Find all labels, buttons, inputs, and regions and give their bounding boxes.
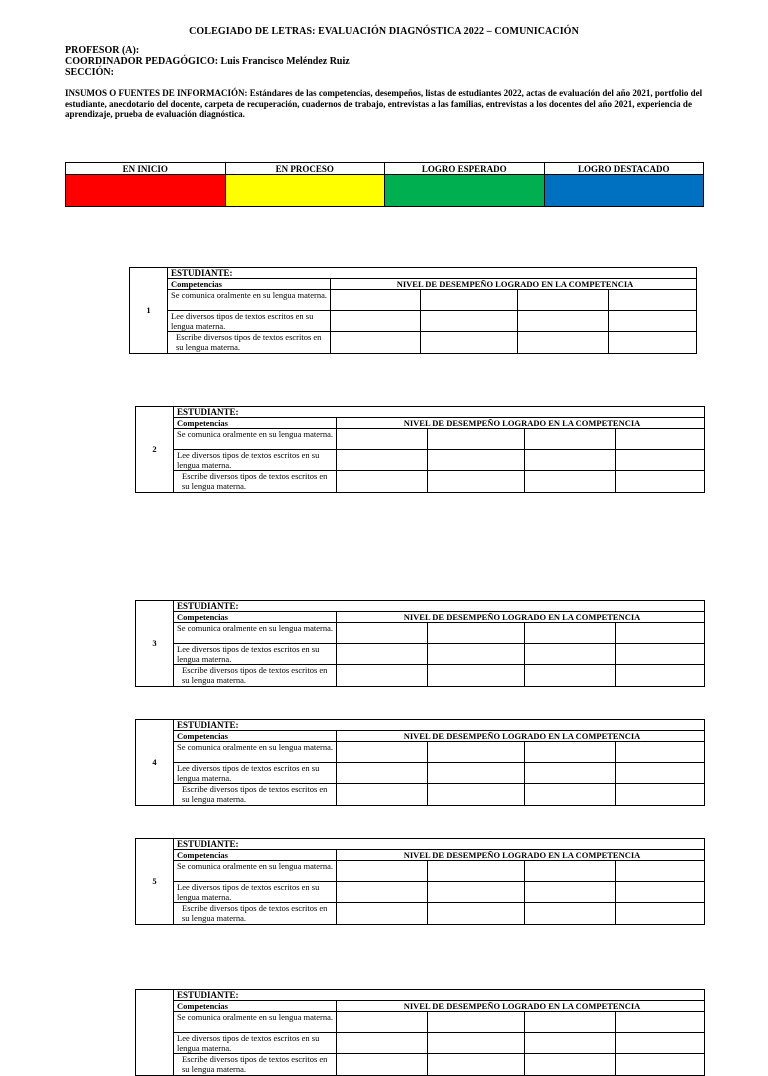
competencia-lectura: Lee diversos tipos de textos escritos en su lengua materna.	[174, 450, 337, 471]
nivel-cell[interactable]	[525, 742, 616, 763]
nivel-cell[interactable]	[428, 450, 525, 471]
student-number: 4	[136, 720, 174, 806]
seccion-label: SECCIÓN:	[65, 67, 114, 78]
nivel-header: NIVEL DE DESEMPEÑO LOGRADO EN LA COMPETENCIA	[337, 731, 705, 742]
nivel-cell[interactable]	[337, 882, 428, 903]
nivel-cell[interactable]	[337, 784, 428, 806]
legend-label-esperado: LOGRO ESPERADO	[385, 163, 545, 175]
student-name-field[interactable]: ESTUDIANTE:	[168, 268, 697, 279]
nivel-cell[interactable]	[616, 861, 705, 882]
nivel-cell[interactable]	[609, 311, 697, 332]
nivel-cell[interactable]	[428, 644, 525, 665]
competencia-oral: Se comunica oralmente en su lengua materna.	[174, 861, 337, 882]
competencias-header: Competencias	[174, 731, 337, 742]
nivel-cell[interactable]	[616, 429, 705, 450]
nivel-cell[interactable]	[337, 1033, 428, 1054]
nivel-header: NIVEL DE DESEMPEÑO LOGRADO EN LA COMPETENCIA	[337, 850, 705, 861]
nivel-cell[interactable]	[337, 644, 428, 665]
legend-table	[65, 162, 704, 207]
competencia-lectura: Lee diversos tipos de textos escritos en su lengua materna.	[174, 644, 337, 665]
nivel-header: NIVEL DE DESEMPEÑO LOGRADO EN LA COMPETENCIA	[337, 1001, 705, 1012]
competencias-header: Competencias	[174, 850, 337, 861]
competencia-oral: Se comunica oralmente en su lengua materna.	[174, 623, 337, 644]
student-number	[136, 990, 174, 1076]
nivel-cell[interactable]	[525, 1033, 616, 1054]
nivel-cell[interactable]	[525, 450, 616, 471]
competencia-escritura: Escribe diversos tipos de textos escritos en su lengua materna.	[174, 1054, 337, 1076]
nivel-cell[interactable]	[518, 311, 609, 332]
nivel-cell[interactable]	[518, 332, 609, 354]
nivel-cell[interactable]	[428, 429, 525, 450]
nivel-cell[interactable]	[337, 1012, 428, 1033]
nivel-cell[interactable]	[337, 471, 428, 493]
nivel-cell[interactable]	[616, 784, 705, 806]
legend-label-proceso: EN PROCESO	[225, 163, 385, 175]
nivel-cell[interactable]	[525, 861, 616, 882]
student-block-3	[135, 600, 705, 687]
competencia-lectura: Lee diversos tipos de textos escritos en su lengua materna.	[174, 763, 337, 784]
legend-label-destacado: LOGRO DESTACADO	[544, 163, 704, 175]
student-name-field[interactable]: ESTUDIANTE:	[174, 601, 705, 612]
student-block-1	[129, 267, 697, 354]
competencias-header: Competencias	[174, 1001, 337, 1012]
nivel-cell[interactable]	[337, 1054, 428, 1076]
nivel-cell[interactable]	[428, 784, 525, 806]
student-block-5	[135, 838, 705, 925]
nivel-cell[interactable]	[428, 665, 525, 687]
nivel-cell[interactable]	[525, 1012, 616, 1033]
nivel-cell[interactable]	[337, 450, 428, 471]
nivel-cell[interactable]	[616, 903, 705, 925]
nivel-cell[interactable]	[616, 450, 705, 471]
nivel-cell[interactable]	[337, 903, 428, 925]
nivel-cell[interactable]	[337, 763, 428, 784]
nivel-cell[interactable]	[421, 311, 518, 332]
nivel-cell[interactable]	[616, 882, 705, 903]
student-name-field[interactable]: ESTUDIANTE:	[174, 990, 705, 1001]
coordinador-label: COORDINADOR PEDAGÓGICO: Luis Francisco Meléndez Ruiz	[65, 56, 350, 67]
nivel-cell[interactable]	[609, 332, 697, 354]
student-number: 1	[130, 268, 168, 354]
nivel-cell[interactable]	[525, 903, 616, 925]
nivel-cell[interactable]	[428, 763, 525, 784]
legend-swatch-proceso	[225, 175, 385, 207]
nivel-cell[interactable]	[337, 861, 428, 882]
nivel-cell[interactable]	[609, 290, 697, 311]
nivel-cell[interactable]	[616, 644, 705, 665]
competencias-header: Competencias	[174, 418, 337, 429]
nivel-cell[interactable]	[525, 665, 616, 687]
student-name-field[interactable]: ESTUDIANTE:	[174, 839, 705, 850]
nivel-cell[interactable]	[525, 882, 616, 903]
nivel-header: NIVEL DE DESEMPEÑO LOGRADO EN LA COMPETENCIA	[337, 612, 705, 623]
nivel-cell[interactable]	[525, 1054, 616, 1076]
nivel-cell[interactable]	[616, 1012, 705, 1033]
nivel-header: NIVEL DE DESEMPEÑO LOGRADO EN LA COMPETENCIA	[331, 279, 697, 290]
competencia-oral: Se comunica oralmente en su lengua materna.	[174, 742, 337, 763]
nivel-header: NIVEL DE DESEMPEÑO LOGRADO EN LA COMPETENCIA	[337, 418, 705, 429]
competencia-escritura: Escribe diversos tipos de textos escritos en su lengua materna.	[174, 471, 337, 493]
nivel-cell[interactable]	[331, 332, 421, 354]
page-title: COLEGIADO DE LETRAS: EVALUACIÓN DIAGNÓSTICA 2022 – COMUNICACIÓN	[189, 26, 579, 37]
competencias-header: Competencias	[168, 279, 331, 290]
competencias-header: Competencias	[174, 612, 337, 623]
nivel-cell[interactable]	[428, 861, 525, 882]
nivel-cell[interactable]	[337, 665, 428, 687]
student-block-2	[135, 406, 705, 493]
nivel-cell[interactable]	[525, 471, 616, 493]
nivel-cell[interactable]	[428, 903, 525, 925]
nivel-cell[interactable]	[525, 644, 616, 665]
nivel-cell[interactable]	[428, 1012, 525, 1033]
student-name-field[interactable]: ESTUDIANTE:	[174, 407, 705, 418]
student-block-6	[135, 989, 705, 1076]
legend-swatch-inicio	[66, 175, 226, 207]
nivel-cell[interactable]	[616, 742, 705, 763]
competencia-escritura: Escribe diversos tipos de textos escritos en su lengua materna.	[168, 332, 331, 354]
nivel-cell[interactable]	[616, 623, 705, 644]
nivel-cell[interactable]	[331, 290, 421, 311]
insumos-label: INSUMOS O FUENTES DE INFORMACIÓN:	[65, 88, 248, 98]
competencia-escritura: Escribe diversos tipos de textos escritos en su lengua materna.	[174, 665, 337, 687]
competencia-escritura: Escribe diversos tipos de textos escritos en su lengua materna.	[174, 784, 337, 806]
nivel-cell[interactable]	[337, 742, 428, 763]
nivel-cell[interactable]	[337, 429, 428, 450]
student-name-field[interactable]: ESTUDIANTE:	[174, 720, 705, 731]
nivel-cell[interactable]	[428, 1054, 525, 1076]
nivel-cell[interactable]	[337, 623, 428, 644]
profesor-label: PROFESOR (A):	[65, 45, 140, 56]
competencia-oral: Se comunica oralmente en su lengua materna.	[174, 429, 337, 450]
nivel-cell[interactable]	[428, 623, 525, 644]
competencia-escritura: Escribe diversos tipos de textos escritos en su lengua materna.	[174, 903, 337, 925]
nivel-cell[interactable]	[616, 1054, 705, 1076]
nivel-cell[interactable]	[616, 665, 705, 687]
nivel-cell[interactable]	[525, 763, 616, 784]
nivel-cell[interactable]	[525, 429, 616, 450]
competencia-lectura: Lee diversos tipos de textos escritos en su lengua materna.	[174, 882, 337, 903]
student-number: 2	[136, 407, 174, 493]
nivel-cell[interactable]	[428, 471, 525, 493]
nivel-cell[interactable]	[518, 290, 609, 311]
student-number: 3	[136, 601, 174, 687]
competencia-oral: Se comunica oralmente en su lengua materna.	[174, 1012, 337, 1033]
nivel-cell[interactable]	[331, 311, 421, 332]
insumos-text: Estándares de las competencias, desempeños, listas de estudiantes 2022, actas de evaluación del año 2021, portfolio del estudiante, anecdotario del docente, carpeta de recuperación, cuadernos de trabajo, entrevistas a las familias, entrevistas a los docentes del año 2021, experiencia de aprendizaje, prueba de evaluación diagnóstica.	[65, 88, 703, 119]
competencia-lectura: Lee diversos tipos de textos escritos en su lengua materna.	[174, 1033, 337, 1054]
nivel-cell[interactable]	[616, 763, 705, 784]
nivel-cell[interactable]	[421, 332, 518, 354]
nivel-cell[interactable]	[525, 623, 616, 644]
nivel-cell[interactable]	[616, 471, 705, 493]
nivel-cell[interactable]	[428, 882, 525, 903]
student-block-4	[135, 719, 705, 806]
legend-swatch-esperado	[385, 175, 545, 207]
nivel-cell[interactable]	[616, 1033, 705, 1054]
nivel-cell[interactable]	[421, 290, 518, 311]
nivel-cell[interactable]	[428, 742, 525, 763]
nivel-cell[interactable]	[428, 1033, 525, 1054]
legend-swatch-destacado	[544, 175, 704, 207]
competencia-oral: Se comunica oralmente en su lengua materna.	[168, 290, 331, 311]
legend-label-inicio: EN INICIO	[66, 163, 226, 175]
nivel-cell[interactable]	[525, 784, 616, 806]
student-number: 5	[136, 839, 174, 925]
insumos-paragraph	[65, 88, 705, 120]
competencia-lectura: Lee diversos tipos de textos escritos en su lengua materna.	[168, 311, 331, 332]
